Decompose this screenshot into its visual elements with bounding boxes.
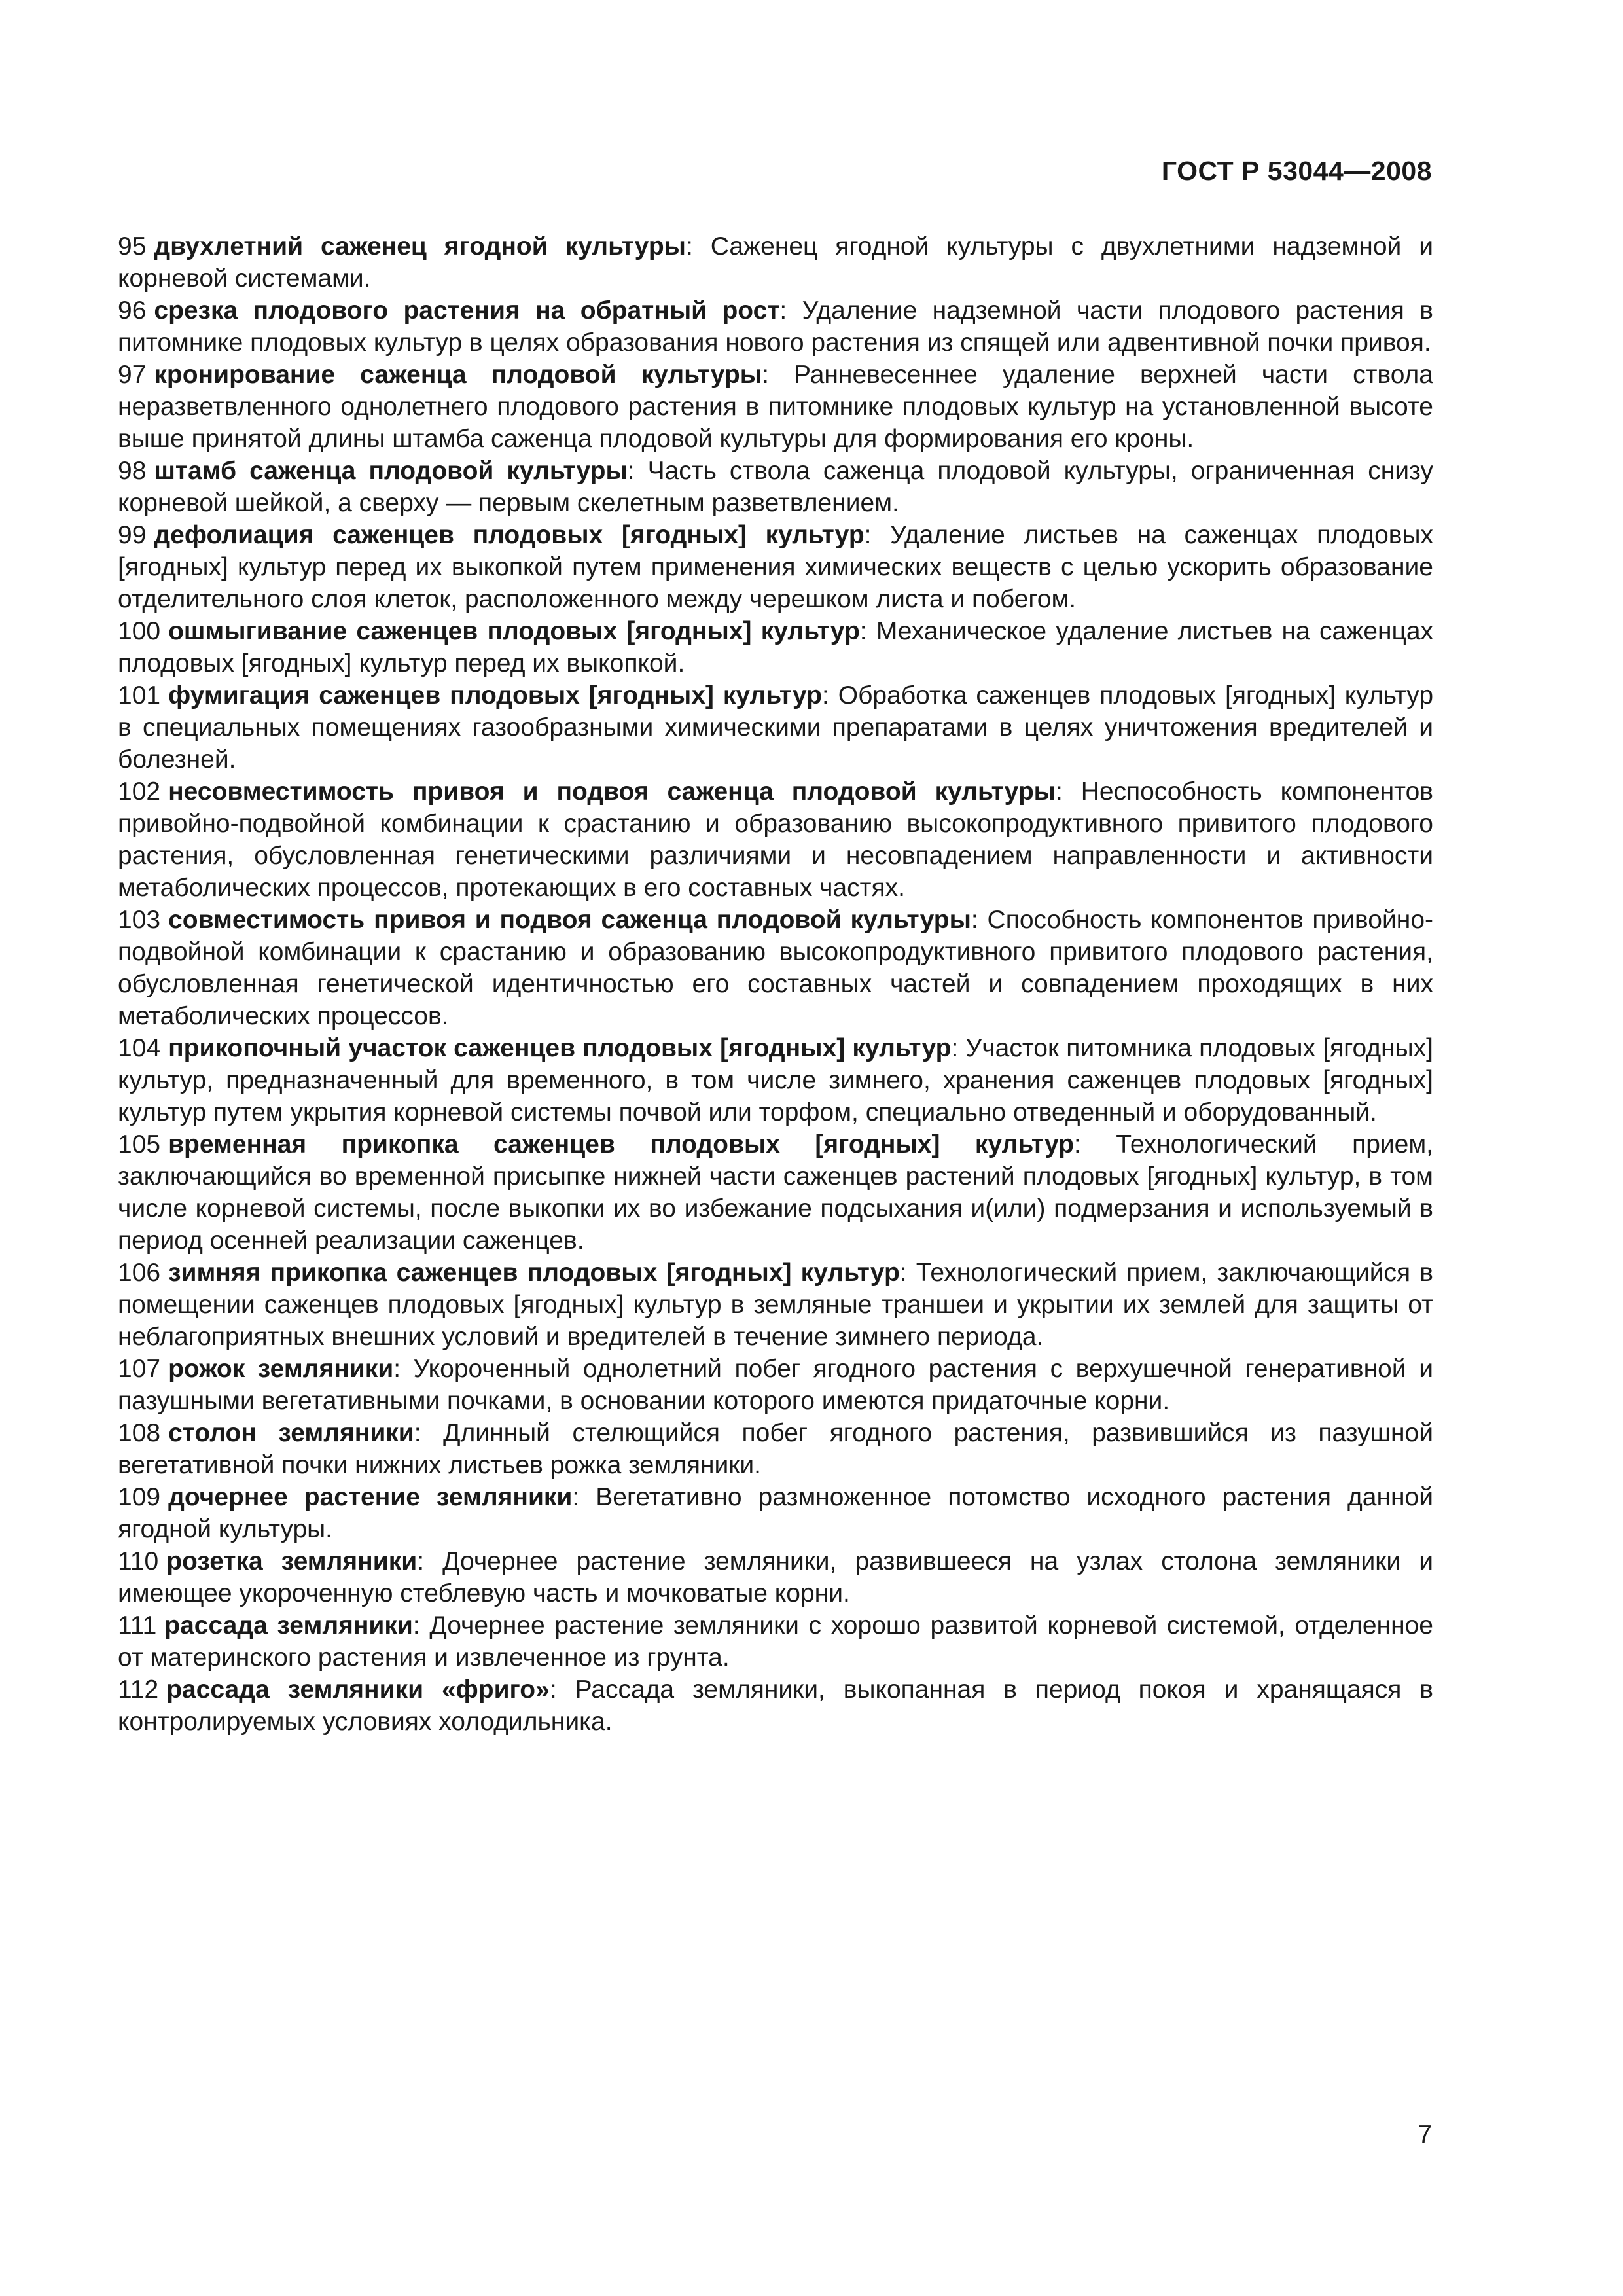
term-definition: Технологический прием, заключающийся во временной присыпке нижней части саженцев растений плодовых [ягодных] культур, в том числе корневой системы, после выкопки их во избежание подсыхания и(или) подмерзания и используемый в период осенней реализации саженцев.: [118, 1130, 1434, 1255]
term-entry: 111 рассада земляники: Дочернее растение земляники с хорошо развитой корневой системой, отделенное от материнского растения и извлеченное из грунта.: [118, 1611, 1433, 1672]
term-number: 100: [118, 617, 161, 645]
term-title: несовместимость привоя и подвоя саженца плодовой культуры: [168, 778, 1056, 806]
term-entry: 102 несовместимость привоя и подвоя саженца плодовой культуры: Неспособность компонентов привойно-подвойной комбинации к срастанию и образованию высокопродуктивного привитого плодового растения, обусловленная генетическими различиями и несовпадением направленности и активности метаболических процессов, протекающих в его составных частях.: [118, 778, 1434, 902]
term-number: 108: [118, 1419, 161, 1447]
term-definition: Обработка саженцев плодовых [ягодных] культур в специальных помещениях газообразными химическими препаратами в целях уничтожения вредителей и болезней.: [118, 681, 1434, 774]
term-title: рожок земляники: [168, 1355, 394, 1383]
term-title: дочернее растение земляники: [168, 1483, 573, 1511]
term-title: зимняя прикопка саженцев плодовых [ягодных] культур: [168, 1259, 900, 1287]
term-number: 106: [118, 1259, 161, 1287]
standard-header: ГОСТ Р 53044—2008: [1161, 156, 1432, 186]
term-definition: Механическое удаление листьев на саженцах плодовых [ягодных] культур перед их выкопкой.: [118, 617, 1434, 677]
term-title: рассада земляники: [164, 1611, 413, 1640]
term-entry: 96 срезка плодового растения на обратный рост: Удаление надземной части плодового растения в питомнике плодовых культур в целях образования нового растения из спящей или адвентивной почки привоя.: [118, 296, 1434, 357]
term-number: 97: [118, 361, 147, 389]
term-entry: 97 кронирование саженца плодовой культуры: Ранневесеннее удаление верхней части ствола неразветвленного однолетнего плодового растения в питомнике плодовых культур на установленной высоте выше принятой длины штамба саженца плодовой культуры для формирования его кроны.: [118, 361, 1433, 453]
term-entry: 101 фумигация саженцев плодовых [ягодных] культур: Обработка саженцев плодовых [ягодных] культур в специальных помещениях газообразными химическими препаратами в целях уничтожения вредителей и болезней.: [118, 681, 1434, 774]
term-number: 96: [118, 296, 147, 325]
term-definition: Вегетативно размноженное потомство исходного растения данной ягодной культуры.: [118, 1483, 1434, 1543]
term-entry: 104 прикопочный участок саженцев плодовых [ягодных] культур: Участок питомника плодовых [ягодных] культур, предназначенный для временного, в том числе зимнего, хранения саженцев плодовых [ягодных] культур путем укрытия корневой системы почвой или торфом, специально отведенный и оборудованный.: [118, 1034, 1434, 1126]
term-entry: 100 ошмыгивание саженцев плодовых [ягодных] культур: Механическое удаление листьев на саженцах плодовых [ягодных] культур перед их выкопкой.: [118, 617, 1434, 677]
term-title: розетка земляники: [166, 1547, 418, 1575]
term-definition: Рассада земляники, выкопанная в период покоя и хранящаяся в контролируемых условиях холодильника.: [118, 1676, 1434, 1736]
term-entry: 95 двухлетний саженец ягодной культуры: Саженец ягодной культуры с двухлетними надземной и корневой системами.: [118, 232, 1433, 293]
term-entry: 110 розетка земляники: Дочернее растение земляники, развившееся на узлах столона земляники и имеющее укороченную стеблевую часть и мочковатые корни.: [118, 1547, 1434, 1607]
term-title: срезка плодового растения на обратный рост: [154, 296, 780, 325]
term-definition: Участок питомника плодовых [ягодных] культур, предназначенный для временного, в том числе зимнего, хранения саженцев плодовых [ягодных] культур путем укрытия корневой системы почвой или торфом, специально отведенный и оборудованный.: [118, 1034, 1434, 1126]
term-definition: Технологический прием, заключающийся в помещении саженцев плодовых [ягодных] культур в земляные траншеи и укрытии их землей для защиты от неблагоприятных внешних условий и вредителей в течение зимнего периода.: [118, 1259, 1434, 1351]
term-entry: 105 временная прикопка саженцев плодовых [ягодных] культур: Технологический прием, заключающийся во временной присыпке нижней части саженцев растений плодовых [ягодных] культур, в том числе корневой системы, после выкопки их во избежание подсыхания и(или) подмерзания и используемый в период осенней реализации саженцев.: [118, 1130, 1434, 1255]
term-number: 104: [118, 1034, 161, 1062]
term-number: 109: [118, 1483, 161, 1511]
term-entry: 112 рассада земляники «фриго»: Рассада земляники, выкопанная в период покоя и хранящаяся в контролируемых условиях холодильника.: [118, 1676, 1434, 1736]
term-number: 107: [118, 1355, 161, 1383]
term-entry: 106 зимняя прикопка саженцев плодовых [ягодных] культур: Технологический прием, заключающийся в помещении саженцев плодовых [ягодных] культур в земляные траншеи и укрытии их землей для защиты от неблагоприятных внешних условий и вредителей в течение зимнего периода.: [118, 1259, 1434, 1351]
term-entry: 107 рожок земляники: Укороченный однолетний побег ягодного растения с верхушечной генеративной и пазушными вегетативными почками, в основании которого имеются придаточные корни.: [118, 1355, 1433, 1415]
term-entry: 103 совместимость привоя и подвоя саженца плодовой культуры: Способность компонентов привойно-подвойной комбинации к срастанию и образованию высокопродуктивного привитого плодового растения, обусловленная генетической идентичностью его составных частей и совпадением проходящих в них метаболических процессов.: [118, 906, 1433, 1030]
term-number: 101: [118, 681, 161, 709]
term-entry: 108 столон земляники: Длинный стелющийся побег ягодного растения, развившийся из пазушной вегетативной почки нижних листьев рожка земляники.: [118, 1419, 1434, 1479]
term-number: 102: [118, 778, 161, 806]
term-number: 110: [118, 1547, 159, 1575]
term-entry: 109 дочернее растение земляники: Вегетативно размноженное потомство исходного растения данной ягодной культуры.: [118, 1483, 1434, 1543]
page-number: 7: [1418, 2121, 1432, 2149]
term-entry: 98 штамб саженца плодовой культуры: Часть ствола саженца плодовой культуры, ограниченная снизу корневой шейкой, а сверху — первым скелетным разветвлением.: [118, 457, 1433, 517]
term-title: рассада земляники «фриго»: [166, 1676, 550, 1704]
term-number: 103: [118, 906, 161, 934]
term-title: прикопочный участок саженцев плодовых [ягодных] культур: [168, 1034, 952, 1062]
term-title: фумигация саженцев плодовых [ягодных] культур: [168, 681, 822, 709]
term-definition: Удаление надземной части плодового растения в питомнике плодовых культур в целях образования нового растения из спящей или адвентивной почки привоя.: [118, 296, 1434, 357]
term-definition: Ранневесеннее удаление верхней части ствола неразветвленного однолетнего плодового растения в питомнике плодовых культур на установленной высоте выше принятой длины штамба саженца плодовой культуры для формирования его кроны.: [118, 361, 1433, 453]
terms-list: [118, 230, 1433, 1738]
term-title: двухлетний саженец ягодной культуры: [154, 232, 686, 260]
term-definition: Часть ствола саженца плодовой культуры, ограниченная снизу корневой шейкой, а сверху — первым скелетным разветвлением.: [118, 457, 1433, 517]
term-title: временная прикопка саженцев плодовых [ягодных] культур: [168, 1130, 1074, 1158]
term-definition: Неспособность компонентов привойно-подвойной комбинации к срастанию и образованию высокопродуктивного привитого плодового растения, обусловленная генетическими различиями и несовпадением направленности и активности метаболических процессов, протекающих в его составных частях.: [118, 778, 1434, 902]
term-title: столон земляники: [168, 1419, 414, 1447]
term-entry: 99 дефолиация саженцев плодовых [ягодных] культур: Удаление листьев на саженцах плодовых [ягодных] культур перед их выкопкой путем применения химических веществ с целью ускорить образование отделительного слоя клеток, расположенного между черешком листа и побегом.: [118, 521, 1434, 613]
term-number: 105: [118, 1130, 161, 1158]
term-title: совместимость привоя и подвоя саженца плодовой культуры: [168, 906, 971, 934]
term-definition: Саженец ягодной культуры с двухлетними надземной и корневой системами.: [118, 232, 1433, 293]
term-definition: Длинный стелющийся побег ягодного растения, развившийся из пазушной вегетативной почки нижних листьев рожка земляники.: [118, 1419, 1434, 1479]
term-title: штамб саженца плодовой культуры: [154, 457, 628, 485]
term-number: 98: [118, 457, 147, 485]
term-title: ошмыгивание саженцев плодовых [ягодных] культур: [168, 617, 860, 645]
term-title: дефолиация саженцев плодовых [ягодных] культур: [154, 521, 865, 549]
term-definition: Дочернее растение земляники с хорошо развитой корневой системой, отделенное от материнского растения и извлеченное из грунта.: [118, 1611, 1433, 1672]
term-definition: Удаление листьев на саженцах плодовых [ягодных] культур перед их выкопкой путем применения химических веществ с целью ускорить образование отделительного слоя клеток, расположенного между черешком листа и побегом.: [118, 521, 1434, 613]
term-number: 95: [118, 232, 147, 260]
term-definition: Дочернее растение земляники, развившееся на узлах столона земляники и имеющее укороченную стеблевую часть и мочковатые корни.: [118, 1547, 1434, 1607]
term-definition: Укороченный однолетний побег ягодного растения с верхушечной генеративной и пазушными вегетативными почками, в основании которого имеются придаточные корни.: [118, 1355, 1433, 1415]
term-number: 111: [118, 1611, 157, 1640]
term-title: кронирование саженца плодовой культуры: [154, 361, 762, 389]
term-number: 99: [118, 521, 147, 549]
term-number: 112: [118, 1676, 159, 1704]
term-definition: Способность компонентов привойно-подвойной комбинации к срастанию и образованию высокопродуктивного привитого плодового растения, обусловленная генетической идентичностью его составных частей и совпадением проходящих в них метаболических процессов.: [118, 906, 1433, 1030]
